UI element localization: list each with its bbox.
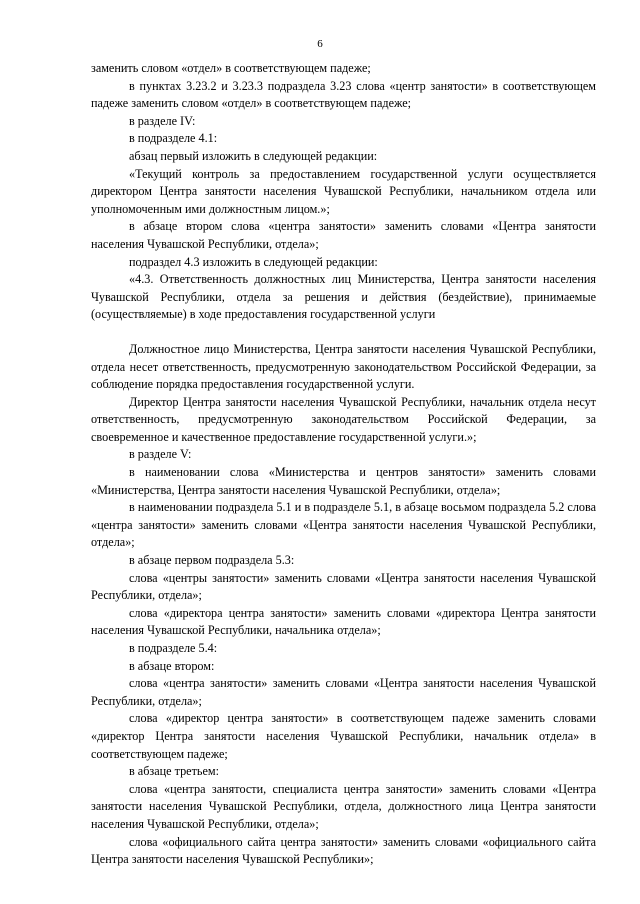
paragraph-11: Директор Центра занятости населения Чувашской Республики, начальник отдела несут ответственность, предусмотренную законодательством Российской Федерации, за своевременное и качественное предоставление государственной услуги.»; bbox=[91, 394, 596, 444]
paragraph-9-section-heading: «4.3. Ответственность должностных лиц Министерства, Центра занятости населения Чувашской Республики, отдела за решения и действия (бездействие), принимаемые (осуществляемые) в ходе предоставления государственной услуги bbox=[91, 272, 596, 322]
paragraph-10: Должностное лицо Министерства, Центра занятости населения Чувашской Республики, отдела несет ответственность, предусмотренную законодательством Российской Федерации, за соблюдение порядка предоставления государственной услуги. bbox=[91, 341, 596, 392]
paragraph-15: в абзаце первом подраздела 5.3: bbox=[129, 553, 295, 568]
paragraph-4: в подразделе 4.1: bbox=[129, 131, 218, 146]
paragraph-1: заменить словом «отдел» в соответствующем падеже; bbox=[91, 61, 371, 75]
paragraph-17: слова «директора центра занятости» заменить словами «директора Центра занятости населения Чувашской Республики, начальника отдела»; bbox=[91, 605, 596, 638]
paragraph-7: в абзаце втором слова «центра занятости» заменить словами «Центра занятости населения Чувашской Республики, отдела»; bbox=[91, 219, 596, 251]
paragraph-18: в подразделе 5.4: bbox=[129, 641, 218, 655]
paragraph-22: в абзаце третьем: bbox=[129, 764, 219, 779]
page-number: 6 bbox=[317, 38, 323, 50]
paragraph-21: слова «директор центра занятости» в соответствующем падеже заменить словами «директор Центра занятости населения Чувашской Республики, начальник отдела» в соответствующем падеже; bbox=[91, 711, 596, 761]
paragraph-5: абзац первый изложить в следующей редакции: bbox=[129, 148, 378, 163]
paragraph-16: слова «центры занятости» заменить словами «Центра занятости населения Чувашской Республики, отдела»; bbox=[91, 570, 596, 603]
paragraph-20: слова «центра занятости» заменить словами «Центра занятости населения Чувашской Республики, отдела»; bbox=[91, 676, 596, 708]
paragraph-23: слова «центра занятости, специалиста центра занятости» заменить словами «Центра занятости населения Чувашской Республики, отдела, должностного лица Центра занятости населения Чувашской Республики, отдела»; bbox=[91, 781, 596, 831]
paragraph-19: в абзаце втором: bbox=[129, 658, 215, 673]
paragraph-3: в разделе IV: bbox=[129, 113, 196, 128]
paragraph-13: в наименовании слова «Министерства и центров занятости» заменить словами «Министерства, Центра занятости населения Чувашской Республики, отдела»; bbox=[91, 465, 596, 497]
paragraph-12: в разделе V: bbox=[129, 447, 192, 462]
paragraph-24: слова «официального сайта центра занятости» заменить словами «официального сайта Центра занятости населения Чувашской Республики»; bbox=[91, 834, 596, 867]
paragraph-8: подраздел 4.3 изложить в следующей редакции: bbox=[129, 254, 378, 269]
paragraph-6: «Текущий контроль за предоставлением государственной услуги осуществляется директором Центра занятости населения Чувашской Республики, начальником отдела или уполномоченным ими должностным лицом.»; bbox=[91, 166, 596, 216]
document-body bbox=[91, 60, 596, 869]
paragraph-2: в пунктах 3.23.2 и 3.23.3 подраздела 3.23 слова «центр занятости» в соответствующем падеже заменить словом «отдел» в соответствующем падеже; bbox=[91, 78, 596, 111]
paragraph-14: в наименовании подраздела 5.1 и в подразделе 5.1, в абзаце восьмом подраздела 5.2 слова «центра занятости» заменить словами «Центра занятости населения Чувашской Республики, отдела»; bbox=[91, 500, 596, 550]
